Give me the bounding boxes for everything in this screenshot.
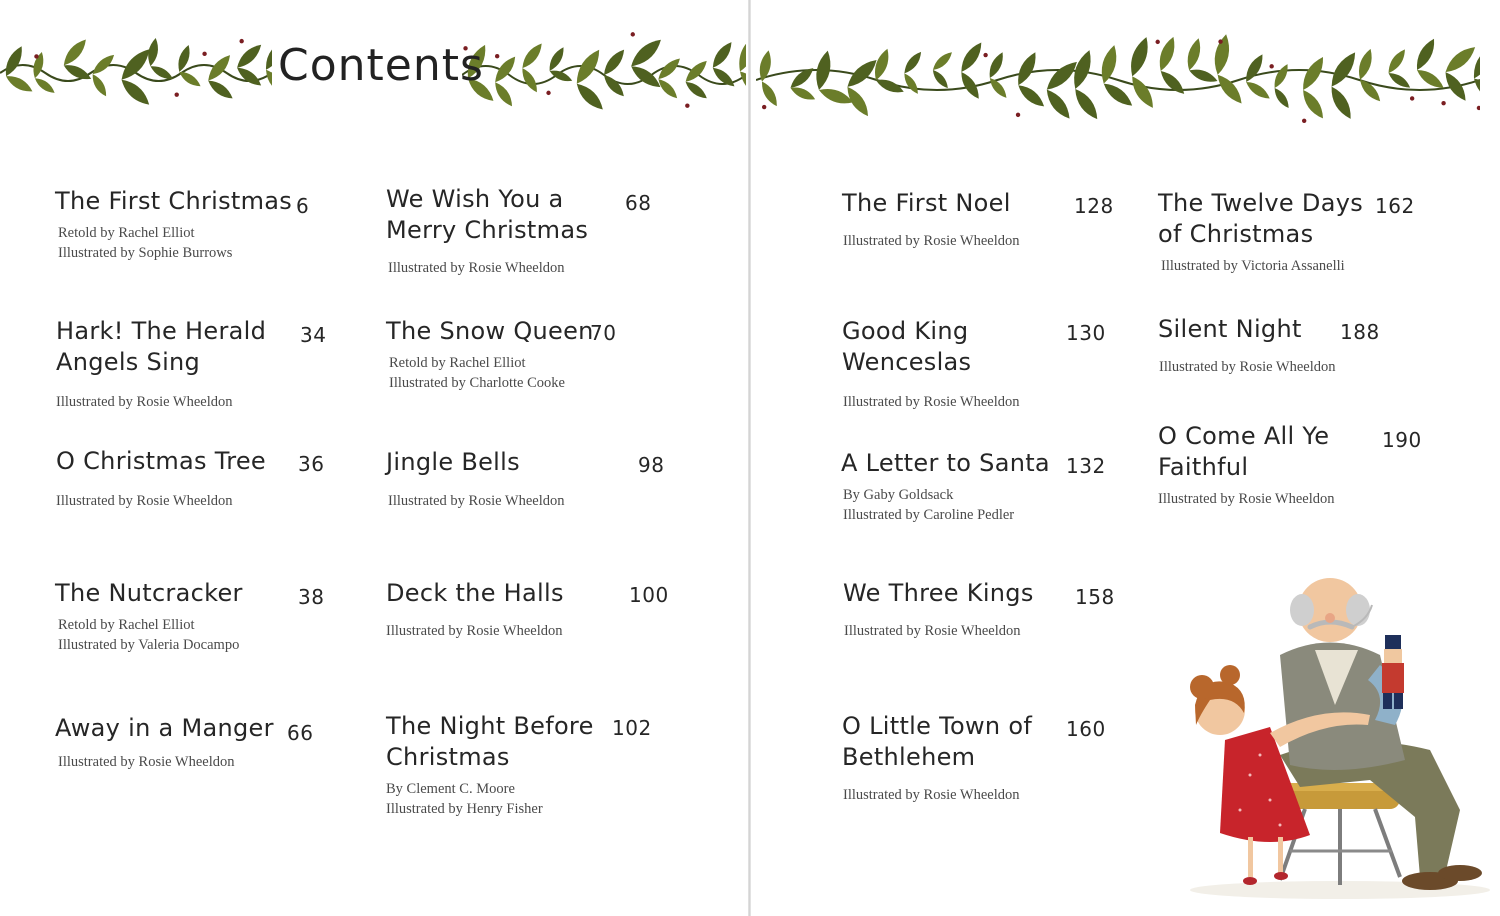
- leaf-icon: [233, 41, 264, 72]
- page-number: 68: [625, 191, 652, 215]
- toc-entry-first-christmas[interactable]: [55, 186, 292, 263]
- leaf-icon: [736, 68, 746, 101]
- leaf-icon: [734, 33, 746, 74]
- entry-credits: Illustrated by Rosie Wheeldon: [58, 754, 235, 770]
- entry-title: A Letter to Santa: [841, 449, 1050, 477]
- entry-title: We Three Kings: [843, 579, 1034, 607]
- leaf-icon: [518, 40, 545, 71]
- entry-title: We Wish You a Merry Christmas: [386, 185, 589, 244]
- page-number: 100: [629, 583, 669, 607]
- leaf-icon: [1070, 85, 1102, 122]
- berry-icon: [983, 53, 987, 57]
- entry-credits: Illustrated by Rosie Wheeldon: [386, 623, 563, 639]
- toc-entry-we-three-kings[interactable]: [843, 578, 1034, 641]
- leaf-icon: [548, 67, 574, 84]
- leaf-icon: [4, 72, 35, 96]
- toc-entry-we-wish-you[interactable]: [386, 184, 588, 278]
- entry-credits: Illustrated by Rosie Wheeldon: [843, 394, 1020, 410]
- leaf-icon: [1326, 84, 1355, 122]
- page-number: 190: [1382, 428, 1422, 452]
- berry-icon: [1477, 106, 1480, 110]
- leaf-icon: [930, 49, 955, 73]
- contents-heading: Contents: [278, 40, 484, 91]
- entry-title: The Snow Queen: [386, 317, 594, 345]
- leaf-icon: [205, 77, 235, 103]
- leaf-icon: [1242, 52, 1267, 85]
- leaf-icon: [118, 75, 154, 109]
- entry-title: Deck the Halls: [386, 579, 564, 607]
- toc-entry-hark-herald[interactable]: [56, 316, 266, 412]
- page-number: 128: [1074, 194, 1114, 218]
- nutcracker-illustration-icon: [1130, 555, 1490, 900]
- entry-credits: Retold by Rachel Elliot Illustrated by Valeria Docampo: [58, 617, 240, 653]
- leaf-icon: [757, 49, 774, 82]
- leaf-icon: [1015, 81, 1048, 110]
- leaf-icon: [709, 39, 736, 71]
- berry-icon: [1302, 119, 1306, 123]
- toc-entry-snow-queen[interactable]: [386, 316, 594, 393]
- berry-icon: [1155, 40, 1159, 44]
- entry-credits: Illustrated by Rosie Wheeldon: [843, 787, 1020, 803]
- garland-right-icon: [756, 20, 1480, 135]
- toc-entry-away-in-a-manger[interactable]: [55, 713, 274, 772]
- leaf-icon: [787, 65, 816, 92]
- page-number: 130: [1066, 321, 1106, 345]
- leaf-icon: [262, 67, 272, 97]
- leaf-icon: [1298, 54, 1328, 93]
- toc-entry-o-christmas-tree[interactable]: [56, 446, 266, 511]
- leaf-icon: [1271, 86, 1291, 110]
- entry-title: Good King Wenceslas: [842, 317, 972, 376]
- leaf-icon: [901, 49, 925, 76]
- leaf-icon: [1, 44, 26, 79]
- entry-credits: Illustrated by Victoria Assanelli: [1161, 258, 1345, 274]
- leaf-icon: [1412, 36, 1439, 73]
- leaf-icon: [1157, 67, 1188, 97]
- leaf-icon: [1385, 47, 1409, 76]
- toc-entry-jingle-bells[interactable]: [386, 447, 565, 511]
- toc-entry-nutcracker[interactable]: [55, 578, 243, 655]
- leaf-icon: [655, 55, 683, 82]
- page-number: 70: [590, 321, 617, 345]
- leaf-icon: [1442, 42, 1480, 76]
- page-number: 34: [300, 323, 327, 347]
- entry-title: The Nutcracker: [55, 579, 243, 607]
- leaf-icon: [901, 71, 921, 96]
- berry-icon: [685, 104, 689, 108]
- entry-credits: Retold by Rachel Elliot Illustrated by Sophie Burrows: [58, 225, 233, 261]
- leaf-icon: [758, 79, 781, 108]
- leaf-icon: [1441, 69, 1470, 104]
- berry-icon: [239, 39, 243, 43]
- entry-credits: Illustrated by Rosie Wheeldon: [843, 233, 1020, 249]
- toc-entry-silent-night[interactable]: [1158, 314, 1336, 377]
- berry-icon: [546, 91, 550, 95]
- leaf-icon: [710, 64, 738, 90]
- book-spine: [748, 0, 751, 916]
- leaf-icon: [89, 72, 110, 98]
- leaf-icon: [1244, 78, 1273, 102]
- leaf-icon: [1470, 75, 1480, 106]
- entry-title: Hark! The Herald Angels Sing: [56, 317, 267, 376]
- leaf-icon: [1357, 77, 1384, 105]
- berry-icon: [1269, 64, 1273, 68]
- entry-title: O Come All Ye Faithful: [1158, 422, 1330, 481]
- berry-icon: [1016, 113, 1020, 117]
- leaf-icon: [655, 76, 680, 101]
- leaf-icon: [1299, 87, 1328, 122]
- leaf-icon: [1355, 47, 1375, 81]
- entry-title: O Christmas Tree: [56, 447, 266, 475]
- berry-icon: [34, 54, 38, 58]
- entry-title: Jingle Bells: [386, 448, 520, 476]
- berry-icon: [495, 54, 499, 58]
- entry-title: O Little Town of Bethlehem: [842, 712, 1033, 771]
- toc-entry-twelve-days[interactable]: [1158, 188, 1363, 276]
- leaf-icon: [491, 80, 515, 109]
- leaf-icon: [1042, 86, 1074, 122]
- leaf-icon: [177, 68, 203, 89]
- berry-icon: [1441, 101, 1445, 105]
- garland-left-icon: [0, 15, 272, 125]
- leaf-icon: [1188, 66, 1220, 86]
- page-number: 6: [296, 194, 310, 218]
- entry-credits: Illustrated by Rosie Wheeldon: [844, 623, 1021, 639]
- toc-entry-first-noel[interactable]: [842, 188, 1020, 251]
- toc-entry-deck-the-halls[interactable]: [386, 578, 564, 641]
- page-number: 132: [1066, 454, 1106, 478]
- entry-title: The Night Before Christmas: [386, 712, 594, 771]
- leaf-icon: [1326, 49, 1360, 91]
- leaf-icon: [1211, 33, 1232, 76]
- leaf-icon: [628, 62, 664, 92]
- entry-credits: By Gaby Goldsack Illustrated by Caroline Pedler: [843, 487, 1015, 523]
- page-number: 98: [638, 453, 665, 477]
- entry-credits: By Clement C. Moore Illustrated by Henry Fisher: [386, 781, 543, 817]
- toc-entry-night-before-christmas[interactable]: [386, 711, 594, 819]
- leaf-icon: [117, 45, 155, 84]
- entry-credits: Illustrated by Rosie Wheeldon: [388, 260, 565, 276]
- leaf-icon: [519, 66, 541, 95]
- leaf-icon: [1213, 71, 1246, 107]
- entry-title: Silent Night: [1158, 315, 1302, 343]
- entry-credits: Retold by Rachel Elliot Illustrated by Charlotte Cooke: [389, 355, 565, 391]
- leaf-icon: [682, 57, 710, 85]
- toc-entry-o-come-all-ye-faithful[interactable]: [1158, 421, 1335, 509]
- entry-credits: Illustrated by Rosie Wheeldon: [56, 394, 233, 410]
- leaf-icon: [1013, 50, 1041, 88]
- leaf-icon: [573, 80, 607, 114]
- leaf-icon: [491, 53, 519, 85]
- leaf-icon: [234, 64, 264, 89]
- berry-icon: [175, 92, 179, 96]
- leaf-icon: [546, 45, 567, 73]
- garland-center-icon: [462, 20, 746, 125]
- berry-icon: [1218, 39, 1222, 43]
- leaf-icon: [600, 46, 628, 78]
- toc-entry-letter-to-santa[interactable]: [841, 448, 1050, 525]
- page-number: 188: [1340, 320, 1380, 344]
- leaf-icon: [601, 72, 628, 100]
- leaf-icon: [930, 68, 951, 91]
- entry-credits: Illustrated by Rosie Wheeldon: [1159, 359, 1336, 375]
- leaf-icon: [204, 52, 234, 84]
- entry-title: The First Noel: [842, 189, 1011, 217]
- page-number: 158: [1075, 585, 1115, 609]
- berry-icon: [1410, 96, 1414, 100]
- page-number: 38: [298, 585, 325, 609]
- entry-credits: Illustrated by Rosie Wheeldon: [388, 493, 565, 509]
- leaf-icon: [957, 39, 986, 75]
- entry-title: Away in a Manger: [55, 714, 274, 742]
- berry-icon: [202, 52, 206, 56]
- leaf-icon: [627, 35, 665, 71]
- entry-title: The Twelve Days of Christmas: [1158, 189, 1364, 248]
- leaf-icon: [1271, 62, 1292, 90]
- leaf-icon: [1184, 37, 1204, 72]
- leaf-icon: [31, 51, 46, 80]
- page-number: 66: [287, 721, 314, 745]
- leaf-icon: [1126, 35, 1153, 79]
- leaf-icon: [60, 36, 90, 69]
- entry-title: The First Christmas: [55, 187, 293, 215]
- page-number: 36: [298, 452, 325, 476]
- page-number: 102: [612, 716, 652, 740]
- leaf-icon: [683, 78, 709, 101]
- toc-entry-o-little-town[interactable]: [842, 711, 1032, 805]
- page-number: 162: [1375, 194, 1415, 218]
- entry-credits: Illustrated by Rosie Wheeldon: [1158, 491, 1335, 507]
- berry-icon: [631, 32, 635, 36]
- leaf-icon: [261, 39, 272, 73]
- berry-icon: [762, 105, 766, 109]
- leaf-icon: [986, 50, 1007, 80]
- toc-entry-good-king-wenceslas[interactable]: [842, 316, 1020, 412]
- page-number: 160: [1066, 717, 1106, 741]
- entry-credits: Illustrated by Rosie Wheeldon: [56, 493, 233, 509]
